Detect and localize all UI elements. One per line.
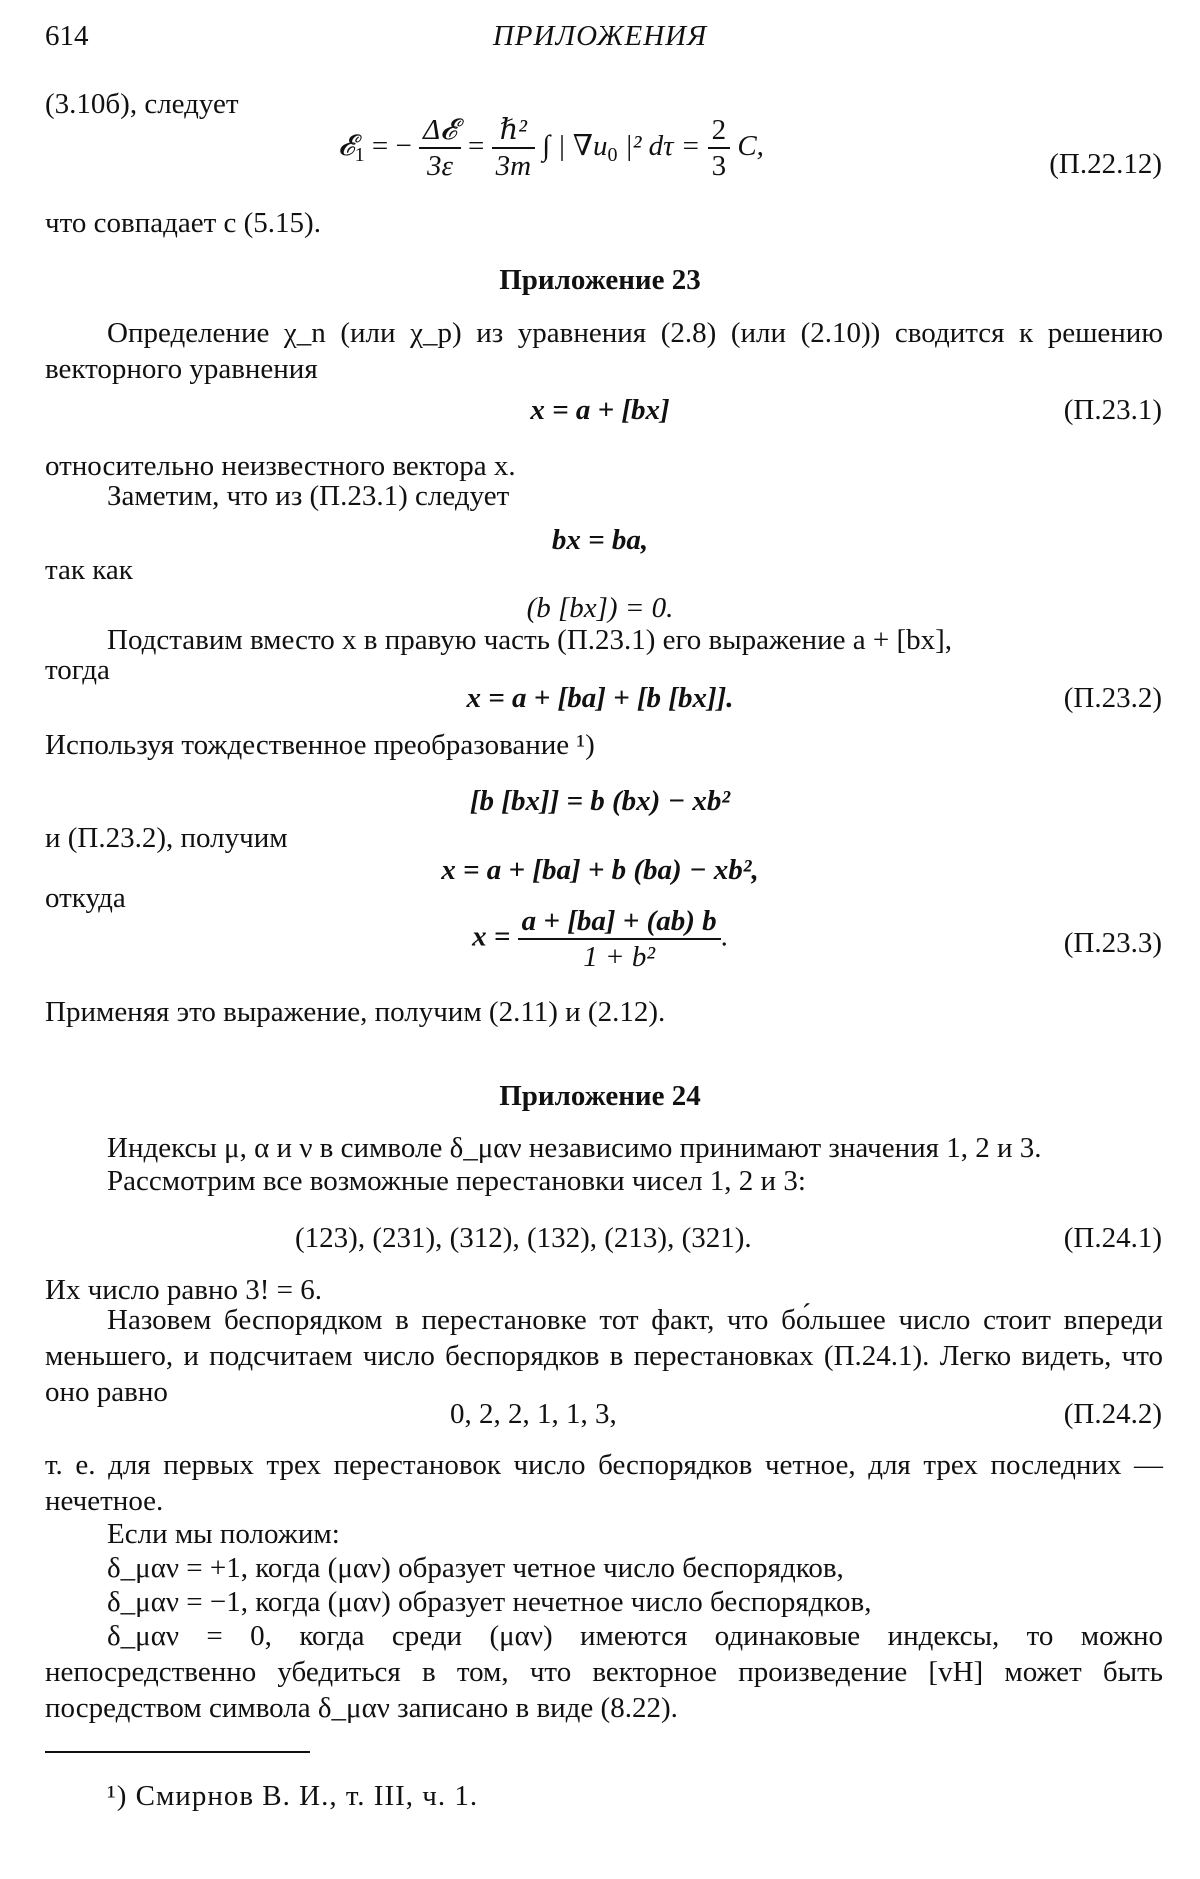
eq-number-22-12: (П.22.12)	[1049, 148, 1162, 180]
app23-paragraph-2a: относительно неизвестного вектора x.	[45, 450, 516, 482]
condition-3: δ_μαν = 0, когда среди (μαν) имеются одинаковые индексы, то можно непосредственно убедиться в том, что векторное произведение [vH] может быть посредством символа δ_μαν записано в виде (8.22).	[45, 1620, 1163, 1724]
eq-lhs-sub: 1	[354, 144, 365, 166]
app23-paragraph-7: откуда	[45, 882, 126, 914]
app24-paragraph-3: Их число равно 3! = 6.	[45, 1274, 322, 1306]
app24-paragraph-5: т. е. для первых трех перестановок число беспорядков четное, для трех последних — нечетное.	[45, 1449, 1163, 1517]
equation-b-bx: (b [bx]) = 0.	[526, 592, 674, 624]
section-title-24: Приложение 24	[499, 1080, 701, 1112]
app23-paragraph-2b: Заметим, что из (П.23.1) следует	[107, 480, 510, 512]
fraction-1: $\frac{\text{Δ𝓔}}{3\varepsilon}$	[419, 113, 461, 183]
footnote: ¹) Смирнов В. И., т. III, ч. 1.	[107, 1780, 479, 1812]
app24-paragraph-4: Назовем беспорядком в перестановке тот факт, что бо́льшее число стоит впереди меньшего, и подсчитаем число беспорядков в перестановках (П.24.1). Легко видеть, что оно равно	[45, 1304, 1163, 1408]
equation-identity: [b [bx]] = b (bx) − xb²	[469, 785, 731, 817]
app23-paragraph-1: Определение χ_n (или χ_p) из уравнения (2.8) (или (2.10)) сводится к решению векторного уравнения	[45, 317, 1163, 385]
app23-paragraph-3: так как	[45, 554, 133, 586]
eq-22-12-lead: (3.10б), следует	[45, 88, 239, 120]
section-title-23: Приложение 23	[499, 264, 701, 296]
eq-22-12-after: что совпадает с (5.15).	[45, 207, 321, 239]
equation-bx: bx = ba,	[551, 524, 649, 556]
app24-paragraph-1: Индексы μ, α и ν в символе δ_μαν независимо принимают значения 1, 2 и 3.	[107, 1132, 1042, 1164]
page-number: 614	[45, 20, 89, 52]
fraction-23-3: $\frac{a + [ba] + (ab) b}{\text{1 + b²}}$	[518, 904, 721, 974]
eq-number-23-1: (П.23.1)	[1063, 394, 1162, 426]
app23-paragraph-4a: Подставим вместо x в правую часть (П.23.1) его выражение a + [bx],	[107, 624, 953, 656]
footnote-rule	[45, 1751, 310, 1753]
equation-result: x = a + [ba] + b (ba) − xb²,	[441, 854, 759, 886]
eq-number-24-2: (П.24.2)	[1063, 1398, 1162, 1430]
disorder-counts: 0, 2, 2, 1, 1, 3,	[450, 1398, 617, 1430]
equation-22-12: 𝓔$_1$ = − $\frac{\text{Δ𝓔}}{3\varepsilon}$ = $\frac{\text{ℏ²}}{3m}$ ∫ | $\nabla u_0$ |² dτ = $\frac{2}{3}$ C,	[338, 114, 764, 183]
app23-paragraph-5: Используя тождественное преобразование ¹)	[45, 729, 595, 761]
eq-op: = −	[371, 130, 412, 162]
app23-paragraph-8: Применяя это выражение, получим (2.11) и (2.12).	[45, 996, 666, 1028]
condition-1: δ_μαν = +1, когда (μαν) образует четное число беспорядков,	[107, 1552, 844, 1584]
app24-paragraph-2: Рассмотрим все возможные перестановки чисел 1, 2 и 3:	[107, 1165, 806, 1197]
condition-2: δ_μαν = −1, когда (μαν) образует нечетное число беспорядков,	[107, 1586, 872, 1618]
app24-paragraph-6: Если мы положим:	[107, 1518, 340, 1550]
eq-number-23-3: (П.23.3)	[1063, 927, 1162, 959]
app23-paragraph-4b: тогда	[45, 654, 110, 686]
eq-number-24-1: (П.24.1)	[1063, 1222, 1162, 1254]
eq-op: =	[467, 130, 485, 162]
integral: ∫ | ∇u	[542, 130, 608, 162]
app23-paragraph-6: и (П.23.2), получим	[45, 822, 288, 854]
equation-23-2: x = a + [ba] + [b [bx]].	[466, 682, 734, 714]
eq-number-23-2: (П.23.2)	[1063, 682, 1162, 714]
equation-23-1: x = a + [bx]	[530, 394, 670, 426]
running-title: ПРИЛОЖЕНИЯ	[492, 20, 708, 52]
fraction-2: $\frac{\text{ℏ²}}{3m}$	[492, 113, 535, 183]
equation-23-3: x = $\frac{a + [ba] + (ab) b}{\text{1 + b²}}$ .	[472, 905, 728, 973]
permutations: (123), (231), (312), (132), (213), (321).	[295, 1222, 752, 1254]
fraction-3: $\frac{2}{3}$	[708, 113, 731, 183]
eq-lhs: 𝓔	[338, 130, 355, 162]
